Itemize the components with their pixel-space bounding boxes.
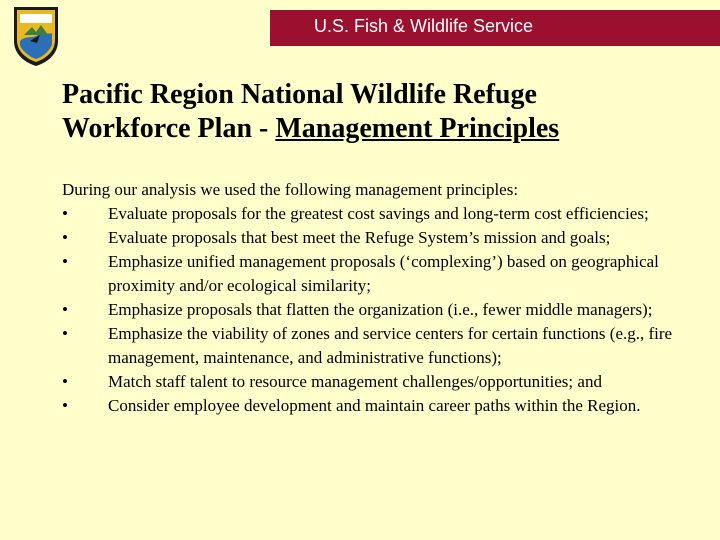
principle-text: Evaluate proposals that best meet the Refuge System’s mission and goals; — [108, 228, 611, 247]
principles-list — [62, 202, 712, 418]
title-line-1: Pacific Region National Wildlife Refuge — [62, 79, 537, 110]
slide-title — [62, 78, 702, 146]
bullet: • — [62, 204, 68, 223]
fws-shield-logo — [10, 5, 62, 67]
title-line-2-prefix: Workforce Plan - — [62, 113, 276, 144]
list-item — [62, 394, 712, 418]
list-item — [62, 202, 712, 226]
principle-text: Emphasize proposals that flatten the organization (i.e., fewer middle managers); — [108, 300, 653, 319]
list-item — [62, 298, 712, 322]
list-item — [62, 370, 712, 394]
bullet: • — [62, 372, 68, 391]
principle-text: Emphasize the viability of zones and service centers for certain functions (e.g., fire management, maintenance, and administrative functions); — [108, 324, 673, 367]
bullet: • — [62, 300, 68, 319]
list-item — [62, 226, 712, 250]
principle-text: Match staff talent to resource management challenges/opportunities; and — [108, 372, 602, 391]
list-item — [62, 250, 712, 298]
agency-name: U.S. Fish & Wildlife Service — [314, 16, 534, 36]
principle-text: Consider employee development and maintain career paths within the Region. — [108, 396, 641, 415]
bullet: • — [62, 252, 68, 271]
principle-text: Emphasize unified management proposals (‘complexing’) based on geographical proximity and/or ecological similarity; — [108, 252, 659, 295]
agency-banner — [270, 10, 720, 46]
intro-text: During our analysis we used the following management principles: — [62, 180, 519, 199]
bullet: • — [62, 324, 68, 343]
principle-text: Evaluate proposals for the greatest cost savings and long-term cost efficiencies; — [108, 204, 649, 223]
title-line-2-underlined: Management Principles — [275, 113, 560, 144]
bullet: • — [62, 228, 68, 247]
bullet: • — [62, 396, 68, 415]
list-item — [62, 322, 712, 370]
